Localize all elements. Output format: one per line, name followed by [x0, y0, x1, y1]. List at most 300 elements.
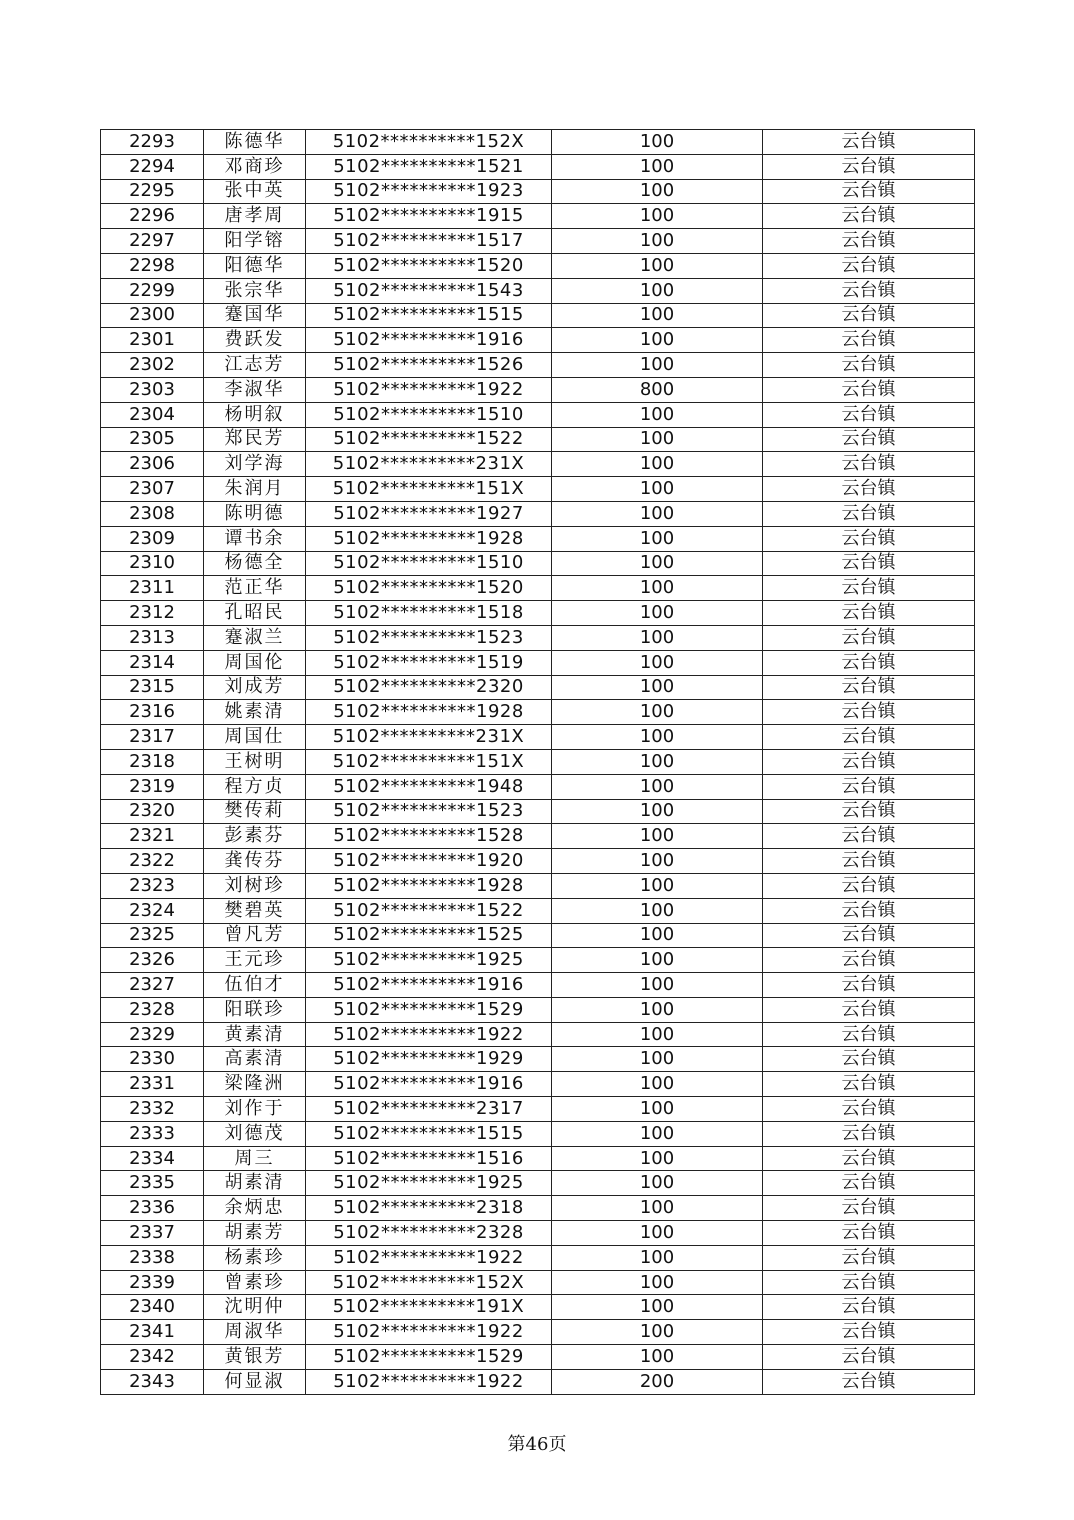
id-number-cell: 5102**********1522: [306, 898, 552, 923]
id-number-cell: 5102**********1922: [306, 1022, 552, 1047]
table-row: [101, 799, 975, 824]
town-cell: 云台镇: [763, 402, 975, 427]
town-cell: 云台镇: [763, 1146, 975, 1171]
amount-cell: 100: [552, 130, 763, 155]
town-cell: 云台镇: [763, 973, 975, 998]
id-number-cell: 5102**********1517: [306, 229, 552, 254]
row-number-cell: 2339: [101, 1270, 204, 1295]
amount-cell: 100: [552, 799, 763, 824]
id-number-cell: 5102**********151X: [306, 477, 552, 502]
amount-cell: 200: [552, 1369, 763, 1394]
table-row: [101, 700, 975, 725]
amount-cell: 100: [552, 1072, 763, 1097]
town-cell: 云台镇: [763, 154, 975, 179]
table-row: [101, 402, 975, 427]
amount-cell: 100: [552, 303, 763, 328]
row-number-cell: 2296: [101, 204, 204, 229]
table-row: [101, 377, 975, 402]
amount-cell: 100: [552, 1022, 763, 1047]
amount-cell: 100: [552, 774, 763, 799]
town-cell: 云台镇: [763, 1245, 975, 1270]
row-number-cell: 2320: [101, 799, 204, 824]
row-number-cell: 2321: [101, 824, 204, 849]
name-cell: 郑民芳: [204, 427, 306, 452]
name-cell: 阳联珍: [204, 997, 306, 1022]
amount-cell: 100: [552, 923, 763, 948]
table-row: [101, 1047, 975, 1072]
row-number-cell: 2294: [101, 154, 204, 179]
table-row: [101, 1022, 975, 1047]
table-row: [101, 526, 975, 551]
town-cell: 云台镇: [763, 898, 975, 923]
table-row: [101, 1171, 975, 1196]
table-row: [101, 973, 975, 998]
town-cell: 云台镇: [763, 526, 975, 551]
town-cell: 云台镇: [763, 328, 975, 353]
row-number-cell: 2337: [101, 1221, 204, 1246]
town-cell: 云台镇: [763, 873, 975, 898]
amount-cell: 100: [552, 824, 763, 849]
id-number-cell: 5102**********1922: [306, 1245, 552, 1270]
row-number-cell: 2303: [101, 377, 204, 402]
name-cell: 刘成芳: [204, 675, 306, 700]
id-number-cell: 5102**********1923: [306, 179, 552, 204]
amount-cell: 100: [552, 1171, 763, 1196]
records-table: [100, 129, 975, 1395]
name-cell: 沈明仲: [204, 1295, 306, 1320]
name-cell: 王树明: [204, 749, 306, 774]
row-number-cell: 2307: [101, 477, 204, 502]
table-row: [101, 253, 975, 278]
name-cell: 彭素芬: [204, 824, 306, 849]
name-cell: 黄素清: [204, 1022, 306, 1047]
row-number-cell: 2310: [101, 551, 204, 576]
table-row: [101, 1072, 975, 1097]
name-cell: 杨明叙: [204, 402, 306, 427]
row-number-cell: 2343: [101, 1369, 204, 1394]
table-row: [101, 997, 975, 1022]
id-number-cell: 5102**********1915: [306, 204, 552, 229]
table-row: [101, 948, 975, 973]
amount-cell: 100: [552, 576, 763, 601]
town-cell: 云台镇: [763, 1295, 975, 1320]
row-number-cell: 2295: [101, 179, 204, 204]
town-cell: 云台镇: [763, 849, 975, 874]
id-number-cell: 5102**********1515: [306, 303, 552, 328]
name-cell: 费跃发: [204, 328, 306, 353]
town-cell: 云台镇: [763, 576, 975, 601]
table-row: [101, 1369, 975, 1394]
table-row: [101, 452, 975, 477]
name-cell: 余炳忠: [204, 1196, 306, 1221]
amount-cell: 100: [552, 1320, 763, 1345]
page-number: 第46页: [507, 1434, 567, 1455]
table-row: [101, 1146, 975, 1171]
amount-cell: 100: [552, 452, 763, 477]
id-number-cell: 5102**********231X: [306, 725, 552, 750]
amount-cell: 100: [552, 353, 763, 378]
amount-cell: 100: [552, 1121, 763, 1146]
name-cell: 姚素清: [204, 700, 306, 725]
amount-cell: 100: [552, 1345, 763, 1370]
table-row: [101, 923, 975, 948]
row-number-cell: 2309: [101, 526, 204, 551]
amount-cell: 100: [552, 427, 763, 452]
id-number-cell: 5102**********1928: [306, 700, 552, 725]
name-cell: 蹇淑兰: [204, 625, 306, 650]
id-number-cell: 5102**********1523: [306, 625, 552, 650]
town-cell: 云台镇: [763, 427, 975, 452]
row-number-cell: 2336: [101, 1196, 204, 1221]
id-number-cell: 5102**********1948: [306, 774, 552, 799]
id-number-cell: 5102**********2320: [306, 675, 552, 700]
amount-cell: 100: [552, 749, 763, 774]
town-cell: 云台镇: [763, 130, 975, 155]
town-cell: 云台镇: [763, 1345, 975, 1370]
name-cell: 张宗华: [204, 278, 306, 303]
table-row: [101, 477, 975, 502]
row-number-cell: 2315: [101, 675, 204, 700]
row-number-cell: 2340: [101, 1295, 204, 1320]
name-cell: 刘德茂: [204, 1121, 306, 1146]
row-number-cell: 2338: [101, 1245, 204, 1270]
amount-cell: 100: [552, 625, 763, 650]
id-number-cell: 5102**********1528: [306, 824, 552, 849]
id-number-cell: 5102**********1510: [306, 402, 552, 427]
row-number-cell: 2331: [101, 1072, 204, 1097]
id-number-cell: 5102**********1543: [306, 278, 552, 303]
name-cell: 谭书余: [204, 526, 306, 551]
town-cell: 云台镇: [763, 948, 975, 973]
name-cell: 范正华: [204, 576, 306, 601]
amount-cell: 100: [552, 328, 763, 353]
row-number-cell: 2297: [101, 229, 204, 254]
table-row: [101, 130, 975, 155]
id-number-cell: 5102**********1519: [306, 650, 552, 675]
id-number-cell: 5102**********1916: [306, 328, 552, 353]
id-number-cell: 5102**********1928: [306, 873, 552, 898]
table-row: [101, 229, 975, 254]
amount-cell: 100: [552, 1146, 763, 1171]
name-cell: 曾凡芳: [204, 923, 306, 948]
id-number-cell: 5102**********2318: [306, 1196, 552, 1221]
id-number-cell: 5102**********1925: [306, 1171, 552, 1196]
id-number-cell: 5102**********152X: [306, 130, 552, 155]
id-number-cell: 5102**********231X: [306, 452, 552, 477]
town-cell: 云台镇: [763, 1047, 975, 1072]
row-number-cell: 2328: [101, 997, 204, 1022]
table-row: [101, 675, 975, 700]
id-number-cell: 5102**********2328: [306, 1221, 552, 1246]
town-cell: 云台镇: [763, 204, 975, 229]
name-cell: 曾素珍: [204, 1270, 306, 1295]
town-cell: 云台镇: [763, 923, 975, 948]
town-cell: 云台镇: [763, 799, 975, 824]
row-number-cell: 2327: [101, 973, 204, 998]
town-cell: 云台镇: [763, 997, 975, 1022]
amount-cell: 100: [552, 1097, 763, 1122]
name-cell: 陈明德: [204, 501, 306, 526]
row-number-cell: 2342: [101, 1345, 204, 1370]
name-cell: 周国伦: [204, 650, 306, 675]
town-cell: 云台镇: [763, 601, 975, 626]
id-number-cell: 5102**********1922: [306, 1320, 552, 1345]
row-number-cell: 2316: [101, 700, 204, 725]
table-row: [101, 650, 975, 675]
name-cell: 李淑华: [204, 377, 306, 402]
row-number-cell: 2325: [101, 923, 204, 948]
table-row: [101, 204, 975, 229]
amount-cell: 100: [552, 700, 763, 725]
amount-cell: 100: [552, 948, 763, 973]
name-cell: 胡素清: [204, 1171, 306, 1196]
id-number-cell: 5102**********1925: [306, 948, 552, 973]
table-row: [101, 601, 975, 626]
amount-cell: 100: [552, 601, 763, 626]
id-number-cell: 5102**********151X: [306, 749, 552, 774]
row-number-cell: 2330: [101, 1047, 204, 1072]
name-cell: 阳德华: [204, 253, 306, 278]
table-row: [101, 576, 975, 601]
name-cell: 阳学镕: [204, 229, 306, 254]
name-cell: 伍伯才: [204, 973, 306, 998]
town-cell: 云台镇: [763, 253, 975, 278]
town-cell: 云台镇: [763, 1022, 975, 1047]
amount-cell: 100: [552, 477, 763, 502]
id-number-cell: 5102**********1922: [306, 1369, 552, 1394]
id-number-cell: 5102**********2317: [306, 1097, 552, 1122]
id-number-cell: 5102**********1523: [306, 799, 552, 824]
town-cell: 云台镇: [763, 1121, 975, 1146]
amount-cell: 100: [552, 154, 763, 179]
name-cell: 陈德华: [204, 130, 306, 155]
name-cell: 江志芳: [204, 353, 306, 378]
amount-cell: 100: [552, 873, 763, 898]
row-number-cell: 2298: [101, 253, 204, 278]
row-number-cell: 2301: [101, 328, 204, 353]
town-cell: 云台镇: [763, 303, 975, 328]
id-number-cell: 5102**********1516: [306, 1146, 552, 1171]
town-cell: 云台镇: [763, 1320, 975, 1345]
row-number-cell: 2305: [101, 427, 204, 452]
amount-cell: 100: [552, 526, 763, 551]
table-row: [101, 625, 975, 650]
id-number-cell: 5102**********1526: [306, 353, 552, 378]
table-row: [101, 1245, 975, 1270]
name-cell: 何显淑: [204, 1369, 306, 1394]
town-cell: 云台镇: [763, 700, 975, 725]
name-cell: 樊传莉: [204, 799, 306, 824]
name-cell: 刘作于: [204, 1097, 306, 1122]
row-number-cell: 2300: [101, 303, 204, 328]
table-row: [101, 278, 975, 303]
table-row: [101, 353, 975, 378]
table-row: [101, 1320, 975, 1345]
amount-cell: 800: [552, 377, 763, 402]
amount-cell: 100: [552, 253, 763, 278]
amount-cell: 100: [552, 179, 763, 204]
name-cell: 刘学海: [204, 452, 306, 477]
table-row: [101, 824, 975, 849]
id-number-cell: 5102**********152X: [306, 1270, 552, 1295]
id-number-cell: 5102**********1529: [306, 997, 552, 1022]
table-row: [101, 774, 975, 799]
table-row: [101, 551, 975, 576]
row-number-cell: 2334: [101, 1146, 204, 1171]
table-row: [101, 427, 975, 452]
town-cell: 云台镇: [763, 675, 975, 700]
town-cell: 云台镇: [763, 1171, 975, 1196]
town-cell: 云台镇: [763, 725, 975, 750]
table-row: [101, 898, 975, 923]
row-number-cell: 2314: [101, 650, 204, 675]
id-number-cell: 5102**********1522: [306, 427, 552, 452]
amount-cell: 100: [552, 1245, 763, 1270]
table-row: [101, 749, 975, 774]
records-table-body: [101, 130, 975, 1395]
row-number-cell: 2311: [101, 576, 204, 601]
id-number-cell: 5102**********1916: [306, 973, 552, 998]
town-cell: 云台镇: [763, 1097, 975, 1122]
name-cell: 高素清: [204, 1047, 306, 1072]
amount-cell: 100: [552, 1221, 763, 1246]
amount-cell: 100: [552, 849, 763, 874]
table-row: [101, 154, 975, 179]
row-number-cell: 2312: [101, 601, 204, 626]
name-cell: 胡素芳: [204, 1221, 306, 1246]
town-cell: 云台镇: [763, 774, 975, 799]
town-cell: 云台镇: [763, 452, 975, 477]
town-cell: 云台镇: [763, 625, 975, 650]
id-number-cell: 5102**********1525: [306, 923, 552, 948]
name-cell: 程方贞: [204, 774, 306, 799]
town-cell: 云台镇: [763, 1196, 975, 1221]
town-cell: 云台镇: [763, 278, 975, 303]
table-row: [101, 1097, 975, 1122]
name-cell: 蹇国华: [204, 303, 306, 328]
row-number-cell: 2306: [101, 452, 204, 477]
name-cell: 邓商珍: [204, 154, 306, 179]
name-cell: 孔昭民: [204, 601, 306, 626]
town-cell: 云台镇: [763, 824, 975, 849]
town-cell: 云台镇: [763, 477, 975, 502]
name-cell: 黄银芳: [204, 1345, 306, 1370]
table-row: [101, 1121, 975, 1146]
amount-cell: 100: [552, 1270, 763, 1295]
amount-cell: 100: [552, 997, 763, 1022]
amount-cell: 100: [552, 675, 763, 700]
name-cell: 周国仕: [204, 725, 306, 750]
amount-cell: 100: [552, 1196, 763, 1221]
table-row: [101, 1345, 975, 1370]
table-row: [101, 303, 975, 328]
id-number-cell: 5102**********1922: [306, 377, 552, 402]
table-row: [101, 1295, 975, 1320]
id-number-cell: 5102**********1521: [306, 154, 552, 179]
amount-cell: 100: [552, 973, 763, 998]
amount-cell: 100: [552, 278, 763, 303]
id-number-cell: 5102**********1916: [306, 1072, 552, 1097]
amount-cell: 100: [552, 501, 763, 526]
table-row: [101, 179, 975, 204]
row-number-cell: 2322: [101, 849, 204, 874]
town-cell: 云台镇: [763, 551, 975, 576]
amount-cell: 100: [552, 229, 763, 254]
row-number-cell: 2299: [101, 278, 204, 303]
table-row: [101, 1221, 975, 1246]
table-row: [101, 725, 975, 750]
table-row: [101, 873, 975, 898]
name-cell: 刘树珍: [204, 873, 306, 898]
table-row: [101, 1270, 975, 1295]
row-number-cell: 2332: [101, 1097, 204, 1122]
row-number-cell: 2319: [101, 774, 204, 799]
name-cell: 王元珍: [204, 948, 306, 973]
id-number-cell: 5102**********1928: [306, 526, 552, 551]
id-number-cell: 5102**********1929: [306, 1047, 552, 1072]
table-row: [101, 1196, 975, 1221]
id-number-cell: 5102**********1518: [306, 601, 552, 626]
row-number-cell: 2329: [101, 1022, 204, 1047]
row-number-cell: 2302: [101, 353, 204, 378]
name-cell: 周淑华: [204, 1320, 306, 1345]
row-number-cell: 2313: [101, 625, 204, 650]
row-number-cell: 2308: [101, 501, 204, 526]
row-number-cell: 2318: [101, 749, 204, 774]
amount-cell: 100: [552, 1047, 763, 1072]
row-number-cell: 2341: [101, 1320, 204, 1345]
id-number-cell: 5102**********1515: [306, 1121, 552, 1146]
name-cell: 唐孝周: [204, 204, 306, 229]
id-number-cell: 5102**********191X: [306, 1295, 552, 1320]
name-cell: 张中英: [204, 179, 306, 204]
row-number-cell: 2326: [101, 948, 204, 973]
amount-cell: 100: [552, 650, 763, 675]
name-cell: 杨素珍: [204, 1245, 306, 1270]
table-row: [101, 501, 975, 526]
town-cell: 云台镇: [763, 1270, 975, 1295]
row-number-cell: 2323: [101, 873, 204, 898]
amount-cell: 100: [552, 725, 763, 750]
town-cell: 云台镇: [763, 1221, 975, 1246]
town-cell: 云台镇: [763, 650, 975, 675]
name-cell: 杨德全: [204, 551, 306, 576]
town-cell: 云台镇: [763, 377, 975, 402]
amount-cell: 100: [552, 402, 763, 427]
name-cell: 樊碧英: [204, 898, 306, 923]
amount-cell: 100: [552, 898, 763, 923]
row-number-cell: 2304: [101, 402, 204, 427]
id-number-cell: 5102**********1927: [306, 501, 552, 526]
name-cell: 龚传芬: [204, 849, 306, 874]
table-row: [101, 849, 975, 874]
town-cell: 云台镇: [763, 749, 975, 774]
row-number-cell: 2293: [101, 130, 204, 155]
amount-cell: 100: [552, 1295, 763, 1320]
amount-cell: 100: [552, 551, 763, 576]
name-cell: 朱润月: [204, 477, 306, 502]
table-row: [101, 328, 975, 353]
name-cell: 梁隆洲: [204, 1072, 306, 1097]
row-number-cell: 2333: [101, 1121, 204, 1146]
amount-cell: 100: [552, 204, 763, 229]
town-cell: 云台镇: [763, 501, 975, 526]
id-number-cell: 5102**********1520: [306, 576, 552, 601]
name-cell: 周三: [204, 1146, 306, 1171]
id-number-cell: 5102**********1520: [306, 253, 552, 278]
id-number-cell: 5102**********1529: [306, 1345, 552, 1370]
town-cell: 云台镇: [763, 229, 975, 254]
